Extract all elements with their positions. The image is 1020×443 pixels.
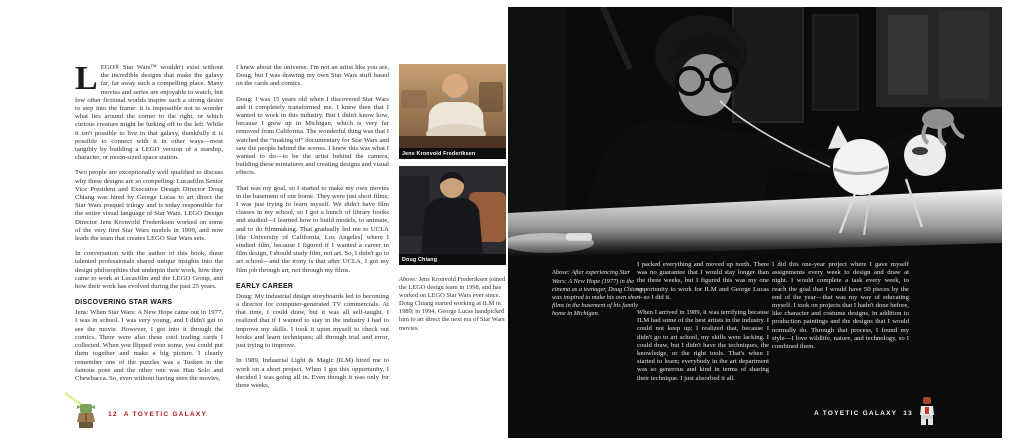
photo-jens-kronvold-frederiksen	[399, 64, 506, 148]
photo-doug-illustration	[399, 166, 506, 254]
left-page	[55, 7, 508, 438]
right-page	[508, 7, 1002, 438]
paragraph: In 1989, Industrial Light & Magic (ILM) hired me to work on a short project. When I got this opportunity, I decided I was going all in. Even though it was only for three weeks,	[236, 357, 389, 389]
section-heading-discovering-star-wars: DISCOVERING STAR WARS	[75, 299, 173, 307]
left-column-2	[236, 64, 389, 397]
intro-text: EGO® Star Wars™ wouldn't exist without the incredible designs that make the galaxy far, far away such a compelling place. Many movies and series are enjoyable to watch, but few other fictional worlds inspire such a strong desire to step into the frame: it is impossible not to wonder what lies around the corner to the right, or which curious creature might be lurking off to the left. While it isn't possible to live in that galaxy, thankfully it is possible to connect with it in other ways—most tangibly by building a LEGO version of a starship, character, or moon-sized space station.	[75, 64, 223, 162]
photo-doug-chiang	[399, 166, 506, 254]
section-title: A TOYETIC GALAXY	[123, 411, 208, 418]
section-heading-early-career: EARLY CAREER	[236, 282, 294, 290]
paragraph: I packed everything and moved up north. There was no guarantee that I would stay longer than the three weeks, but I figured this was my one opportunity to work for ILM and George Lucas—so I did it.	[637, 261, 769, 301]
intro-paragraph	[75, 60, 223, 162]
paragraph: In conversation with the author of this book, these talented professionals shared unique insights into the design philosophies that underpin their work, how they came to work at Lucasfilm and the LEGO Group, and how their work has evolved during the past 25 years.	[75, 250, 223, 291]
paragraph: Doug: My industrial design storyboards led to becoming a director for computer-generated TV commercials. At that time, I could draw, but it was all self-taught. I realized that if I wanted to stay in the industry I had to improve my skills. I took it upon myself to check out books and learn techniques; all through trial and error, just trying to improve.	[236, 292, 389, 350]
left-column-photos	[399, 64, 506, 339]
paragraph: Jens: When Star Wars: A New Hope came out in 1977, I was in school. I was very young, and I didn't get to see the movie. However, I got into it through the comics. There were also these cool trading cards I collected. When you flipped over some, you could put them together and make a big picture. I clearly remember one of the puzzles was a Tusken in the famous pose and the other one was Han Solo and Chewbacca. So, even without having seen the movies,	[75, 309, 223, 382]
paragraph: That was my goal, so I started to make my own movies in the basement of our home. They were just short films; I was just trying to learn myself. We didn't have film classes in my school, so I got a bunch of library books and studied—I learned how to build models, to animate, and to do filmmaking. That gradually led me to UCLA [the University of California, Los Angeles] where I studied film, because I figured if I wanted a career in film design, I should study film, not art. So, I didn't go to art school—and the irony is that after UCLA, I got my film job through art, not through my films.	[236, 184, 389, 274]
photo-doug-chiang-wrap	[399, 166, 506, 265]
caption-lead: Above:	[552, 269, 570, 277]
paragraph: Two people are exceptionally well qualified to discuss why these designs are so compelling: Lucasfilm Senior Vice President and Executive Design Director Doug Chiang was hired by George Lucas to art direct the Star Wars prequel trilogy and is today responsible for the entire visual language of Star Wars. LEGO Design Director Jens Kronvold Frederiksen worked on some of the very first Star Wars models in 1999, and now leads the team that creates LEGO Star Wars sets.	[75, 169, 223, 243]
photo-caption-band: Jens Kronvold Frederiksen	[399, 148, 506, 159]
paragraph: When I arrived in 1989, it was terrifying because ILM had some of the best artists in the industry. I could not keep up; I realized that, because I didn't go to art school, my skills were lacking. I could draw, but I didn't have the techniques, the knowledge, or the right tools. That's when I started to learn; everybody in the art department was so generous and kind in terms of sharing their technique. I just absorbed it all.	[637, 309, 769, 382]
photo-caption-band: Doug Chiang	[399, 254, 506, 265]
page-number: 13	[903, 410, 913, 417]
dropcap-letter: L	[75, 60, 98, 97]
paragraph: I did this one-year project where I gave myself assignments every week to design and draw at night. I would complete a task every week, to reach the goal that I would have 50 pieces by the end of the year—that was my way of educating myself. I took on projects that I hadn't done before, like character and costume designs, in addition to production paintings and the designs that I would normally do. Through that process, I found my style—I love wildlife, nature, and technology, so I combined them.	[772, 261, 909, 351]
photos-caption	[399, 276, 506, 333]
right-footer-text	[814, 410, 913, 425]
left-footer-text	[108, 411, 207, 429]
minifigure-icon	[918, 397, 936, 425]
paragraph: I knew about the universe. I'm not an artist like you are, Doug, but I was drawing my own Star Wars stuff based on the cards and comics.	[236, 64, 389, 88]
photo-jens-illustration	[399, 64, 506, 148]
section-title: A TOYETIC GALAXY	[813, 410, 898, 417]
page-number: 12	[108, 411, 118, 418]
left-page-footer	[63, 392, 207, 429]
right-page-caption	[552, 269, 644, 318]
photo-doug-chiang-sculpting-droid	[508, 7, 1002, 265]
caption-body: Jens Kronvold Frederiksen joined the LEGO design team in 1998, and has worked on LEGO Star Wars ever since. Doug Chiang started working at ILM in 1989; in 1994, George Lucas handpicked him to art direct the next era of Star Wars movies.	[399, 276, 506, 332]
left-column-1	[75, 60, 223, 390]
right-column-2	[772, 261, 909, 358]
caption-body: After experiencing Star Wars: A New Hope (1977) in the cinema as a teenager, Doug Chiang was inspired to make his own short films in the basement of his family home in Michigan.	[552, 269, 643, 318]
yoda-minifigure-lightsaber-icon	[63, 392, 103, 429]
caption-lead: Above:	[399, 276, 418, 283]
right-page-footer	[814, 397, 936, 425]
right-column-1	[637, 261, 769, 390]
paragraph: Doug: I was 15 years old when I discovered Star Wars and it completely transformed me. I knew then that I wanted to work in this industry. But I didn't know how, because I grew up in Michigan, which is very far removed from California. The wonderful thing was that I watched the “making of” documentary for Star Wars and saw the people behind the scenes. I knew this was what I wanted to do—to be the artist behind the camera, building these miniatures and creating designs and visual effects.	[236, 95, 389, 177]
